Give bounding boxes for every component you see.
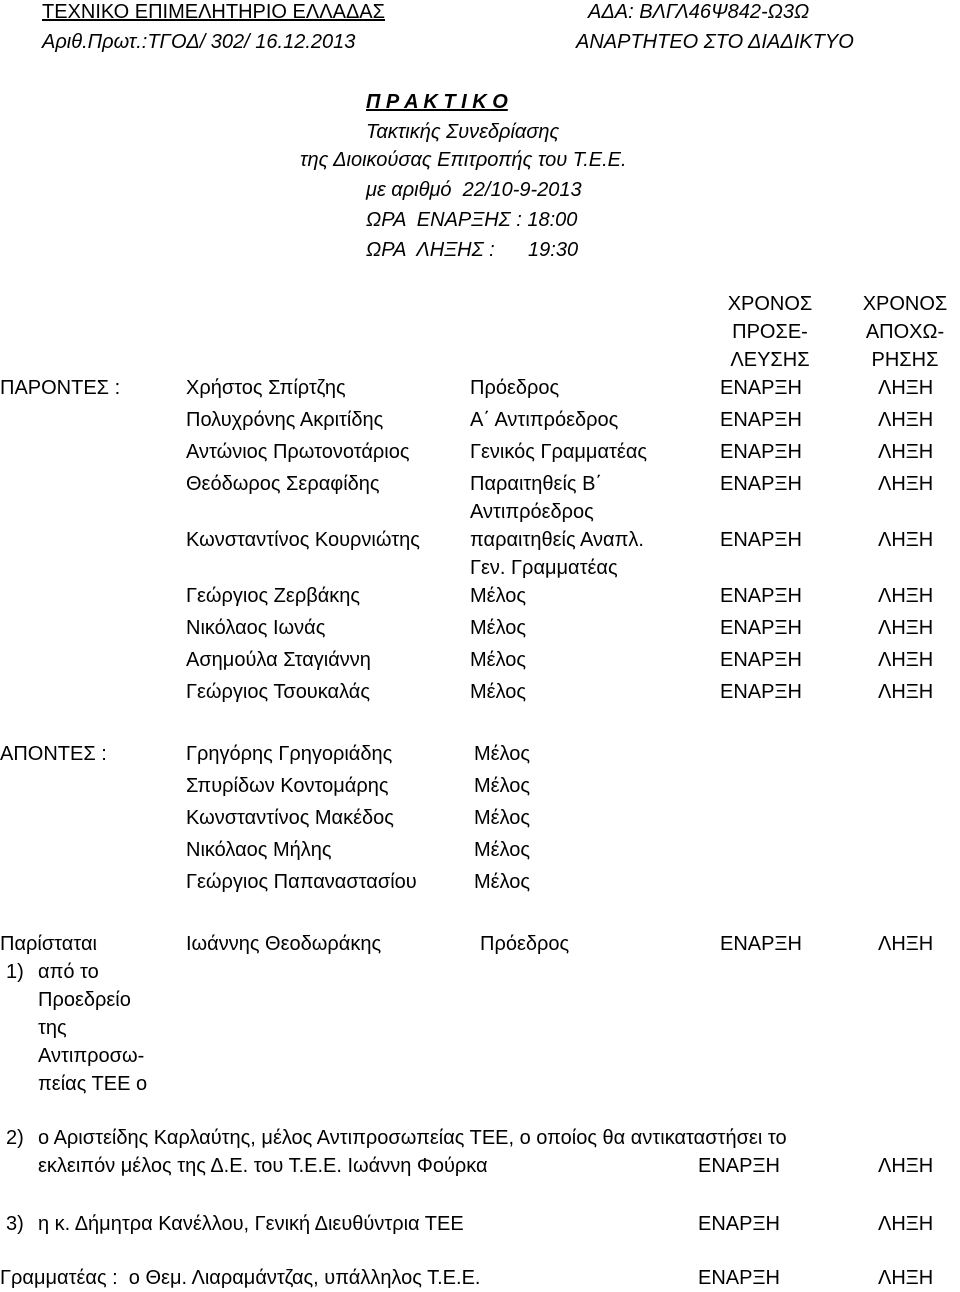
attending-item-1-start: ΕΝΑΡΞΗ <box>720 933 802 955</box>
attending-item-2-end: ΛΗΞΗ <box>878 1155 934 1177</box>
present-name: Κωνσταντίνος Κουρνιώτης <box>186 529 420 551</box>
secretary-line: Γραμματέας : ο Θεμ. Λιαραμάντζας, υπάλληλος Τ.Ε.Ε. <box>0 1267 481 1289</box>
present-role: Α΄ Αντιπρόεδρος <box>470 409 619 431</box>
present-end: ΛΗΞΗ <box>878 681 934 703</box>
present-end: ΛΗΞΗ <box>878 441 934 463</box>
present-end: ΛΗΞΗ <box>878 617 934 639</box>
present-start: ΕΝΑΡΞΗ <box>720 441 802 463</box>
present-role: Μέλος <box>470 649 527 671</box>
attending-item-1-line: πείας ΤΕΕ ο <box>38 1073 148 1095</box>
ada-code: ΑΔΑ: ΒΛΓΛ46Ψ842-Ω3Ω <box>588 1 810 23</box>
absent-name: Γεώργιος Παπαναστασίου <box>186 871 417 893</box>
present-role-cont: Αντιπρόεδρος <box>470 501 594 523</box>
absent-name: Σπυρίδων Κοντομάρης <box>186 775 389 797</box>
organization-name: ΤΕΧΝΙΚΟ ΕΠΙΜΕΛΗΤΗΡΙΟ ΕΛΛΑΔΑΣ <box>42 1 386 23</box>
attending-item-3-end: ΛΗΞΗ <box>878 1213 934 1235</box>
absent-role: Μέλος <box>474 775 531 797</box>
present-role-cont: Γεν. Γραμματέας <box>470 557 618 579</box>
present-role: Γενικός Γραμματέας <box>470 441 648 463</box>
attending-label: Παρίσταται <box>0 933 97 955</box>
arrival-header-1: ΧΡΟΝΟΣ <box>727 293 813 315</box>
present-name: Χρήστος Σπίρτζης <box>186 377 346 399</box>
meeting-number: με αριθμό 22/10-9-2013 <box>366 179 582 201</box>
present-start: ΕΝΑΡΞΗ <box>720 377 802 399</box>
present-start: ΕΝΑΡΞΗ <box>720 409 802 431</box>
present-start: ΕΝΑΡΞΗ <box>720 585 802 607</box>
absent-name: Νικόλαος Μήλης <box>186 839 332 861</box>
attending-item-1-line: από το <box>38 961 99 983</box>
absent-role: Μέλος <box>474 743 531 765</box>
attending-item-2-line-2: εκλειπόν μέλος της Δ.Ε. του Τ.Ε.Ε. Ιωάννη Φούρκα <box>38 1155 488 1177</box>
present-name: Ασημούλα Σταγιάννη <box>186 649 371 671</box>
present-name: Αντώνιος Πρωτονοτάριος <box>186 441 410 463</box>
start-time: ΩΡΑ ΕΝΑΡΞΗΣ : 18:00 <box>366 209 578 231</box>
absent-role: Μέλος <box>474 839 531 861</box>
present-start: ΕΝΑΡΞΗ <box>720 473 802 495</box>
arrival-header-2: ΠΡΟΣΕ- <box>732 321 808 343</box>
present-start: ΕΝΑΡΞΗ <box>720 649 802 671</box>
present-name: Γεώργιος Τσουκαλάς <box>186 681 370 703</box>
end-time: ΩΡΑ ΛΗΞΗΣ : 19:30 <box>366 239 579 261</box>
attending-item-1-line: της <box>38 1017 67 1039</box>
title-line-2: της Διοικούσας Επιτροπής του Τ.Ε.Ε. <box>300 149 627 171</box>
present-name: Πολυχρόνης Ακριτίδης <box>186 409 384 431</box>
absent-label: ΑΠΟΝΤΕΣ : <box>0 743 107 765</box>
absent-name: Κωνσταντίνος Μακέδος <box>186 807 394 829</box>
attending-item-3-number: 3) <box>6 1213 24 1235</box>
present-start: ΕΝΑΡΞΗ <box>720 681 802 703</box>
secretary-start: ΕΝΑΡΞΗ <box>698 1267 780 1289</box>
secretary-end: ΛΗΞΗ <box>878 1267 934 1289</box>
departure-header-3: ΡΗΣΗΣ <box>871 349 939 371</box>
present-start: ΕΝΑΡΞΗ <box>720 529 802 551</box>
absent-role: Μέλος <box>474 871 531 893</box>
posted-online-note: ΑΝΑΡΤΗΤΕΟ ΣΤΟ ΔΙΑΔΙΚΤΥΟ <box>576 31 854 53</box>
present-role: παραιτηθείς Αναπλ. <box>470 529 644 551</box>
present-role: Μέλος <box>470 617 527 639</box>
present-role: Παραιτηθείς Β΄ <box>470 473 603 495</box>
absent-role: Μέλος <box>474 807 531 829</box>
attending-item-2-line-1: ο Αριστείδης Καρλαύτης, μέλος Αντιπροσωπείας ΤΕΕ, ο οποίος θα αντικαταστήσει το <box>38 1127 787 1149</box>
attending-item-1-end: ΛΗΞΗ <box>878 933 934 955</box>
departure-header-1: ΧΡΟΝΟΣ <box>862 293 948 315</box>
attending-item-2-number: 2) <box>6 1127 24 1149</box>
attending-item-1-line: Αντιπροσω- <box>38 1045 145 1067</box>
arrival-header-3: ΛΕΥΣΗΣ <box>730 349 810 371</box>
present-start: ΕΝΑΡΞΗ <box>720 617 802 639</box>
departure-header-2: ΑΠΟΧΩ- <box>865 321 945 343</box>
present-role: Μέλος <box>470 585 527 607</box>
present-label: ΠΑΡΟΝΤΕΣ : <box>0 377 121 399</box>
attending-item-2-start: ΕΝΑΡΞΗ <box>698 1155 780 1177</box>
present-role: Πρόεδρος <box>470 377 560 399</box>
present-end: ΛΗΞΗ <box>878 409 934 431</box>
attending-item-3-text: η κ. Δήμητρα Κανέλλου, Γενική Διευθύντρια ΤΕΕ <box>38 1213 464 1235</box>
title-line-1: Τακτικής Συνεδρίασης <box>366 121 560 143</box>
attending-item-1-number: 1) <box>6 961 24 983</box>
present-end: ΛΗΞΗ <box>878 649 934 671</box>
attending-item-1-role: Πρόεδρος <box>480 933 570 955</box>
protocol-number: Αριθ.Πρωτ.:ΤΓΟΔ/ 302/ 16.12.2013 <box>42 31 356 53</box>
present-end: ΛΗΞΗ <box>878 529 934 551</box>
present-end: ΛΗΞΗ <box>878 473 934 495</box>
attending-item-1-name: Ιωάννης Θεοδωράκης <box>186 933 382 955</box>
present-name: Θεόδωρος Σεραφίδης <box>186 473 380 495</box>
present-role: Μέλος <box>470 681 527 703</box>
present-name: Γεώργιος Ζερβάκης <box>186 585 361 607</box>
attending-item-1-line: Προεδρείο <box>38 989 131 1011</box>
attending-item-3-start: ΕΝΑΡΞΗ <box>698 1213 780 1235</box>
absent-name: Γρηγόρης Γρηγοριάδης <box>186 743 393 765</box>
document-title: Π Ρ Α Κ Τ Ι Κ Ο <box>366 91 508 113</box>
present-end: ΛΗΞΗ <box>878 585 934 607</box>
present-name: Νικόλαος Ιωνάς <box>186 617 326 639</box>
present-end: ΛΗΞΗ <box>878 377 934 399</box>
